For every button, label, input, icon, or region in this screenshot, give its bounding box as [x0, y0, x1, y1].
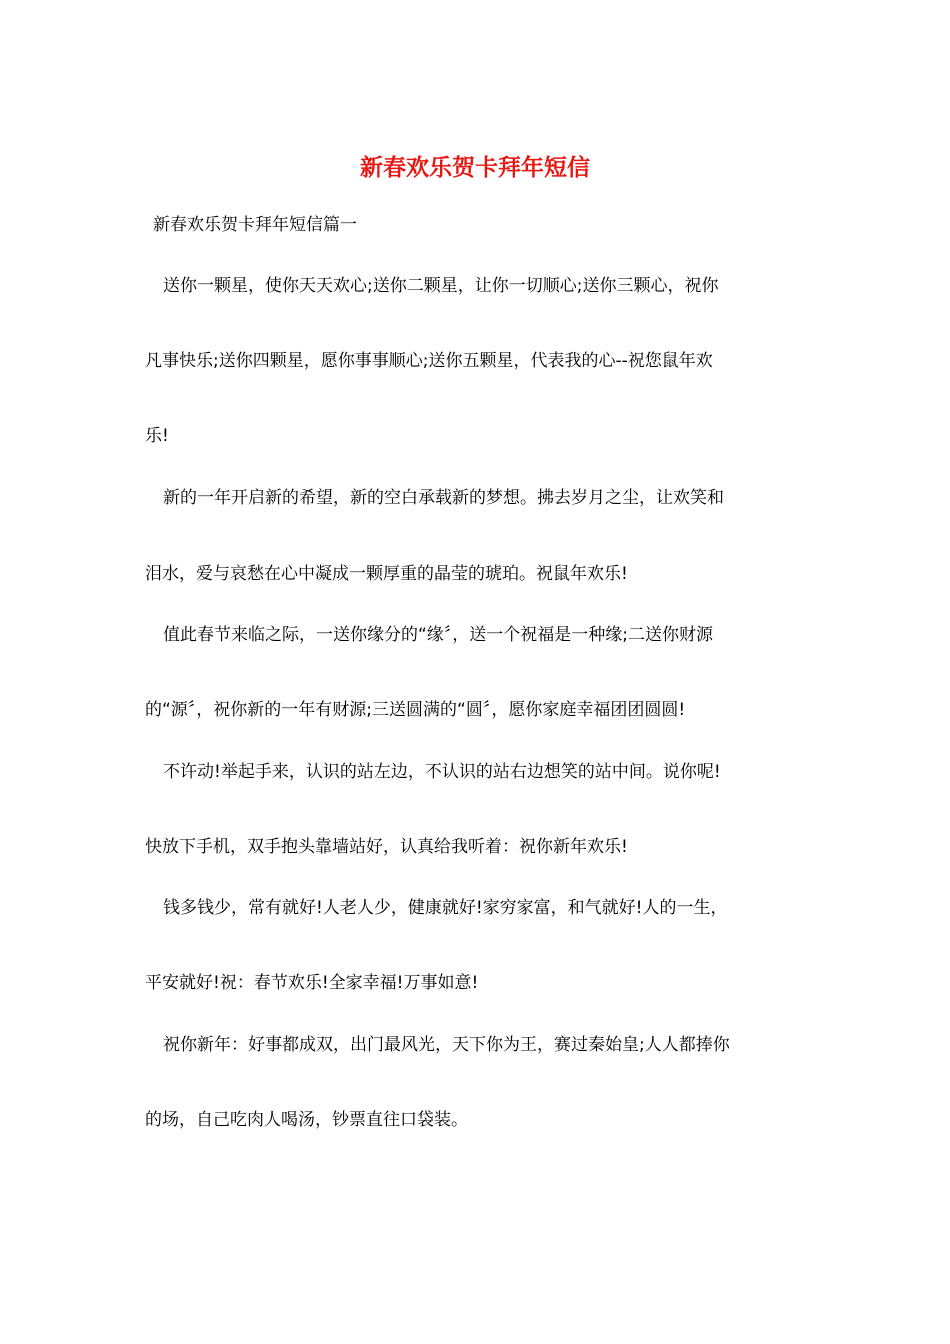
text-line: 新的一年开启新的希望，新的空白承载新的梦想。拂去岁月之尘，让欢笑和 [163, 488, 724, 508]
section-heading: 新春欢乐贺卡拜年短信篇一 [153, 215, 357, 235]
text-line: 的场，自己吃肉人喝汤，钞票直往口袋装。 [145, 1110, 468, 1130]
text-line: 祝你新年：好事都成双，出门最风光，天下你为王，赛过秦始皇;人人都捧你 [163, 1035, 730, 1055]
text-line: 平安就好!祝：春节欢乐!全家幸福!万事如意! [145, 973, 479, 993]
text-line: 乐! [145, 426, 169, 446]
text-line: 凡事快乐;送你四颗星，愿你事事顺心;送你五颗星，代表我的心--祝您鼠年欢 [145, 351, 713, 371]
text-line: 不许动!举起手来，认识的站左边，不认识的站右边想笑的站中间。说你呢! [163, 762, 721, 782]
text-line: 钱多钱少，常有就好!人老人少，健康就好!家穷家富，和气就好!人的一生， [163, 898, 728, 918]
text-line: 的“源〞，祝你新的一年有财源;三送圆满的“圆〞，愿你家庭幸福团团圆圆! [145, 700, 686, 720]
document-title: 新春欢乐贺卡拜年短信 [360, 154, 590, 181]
text-line: 值此春节来临之际，一送你缘分的“缘〞，送一个祝福是一种缘;二送你财源 [163, 625, 714, 645]
text-line: 送你一颗星，使你天天欢心;送你二颗星，让你一切顺心;送你三颗心，祝你 [163, 276, 719, 296]
text-line: 泪水，爱与哀愁在心中凝成一颗厚重的晶莹的琥珀。祝鼠年欢乐! [145, 564, 628, 584]
text-line: 快放下手机，双手抱头靠墙站好，认真给我听着：祝你新年欢乐! [145, 837, 628, 857]
